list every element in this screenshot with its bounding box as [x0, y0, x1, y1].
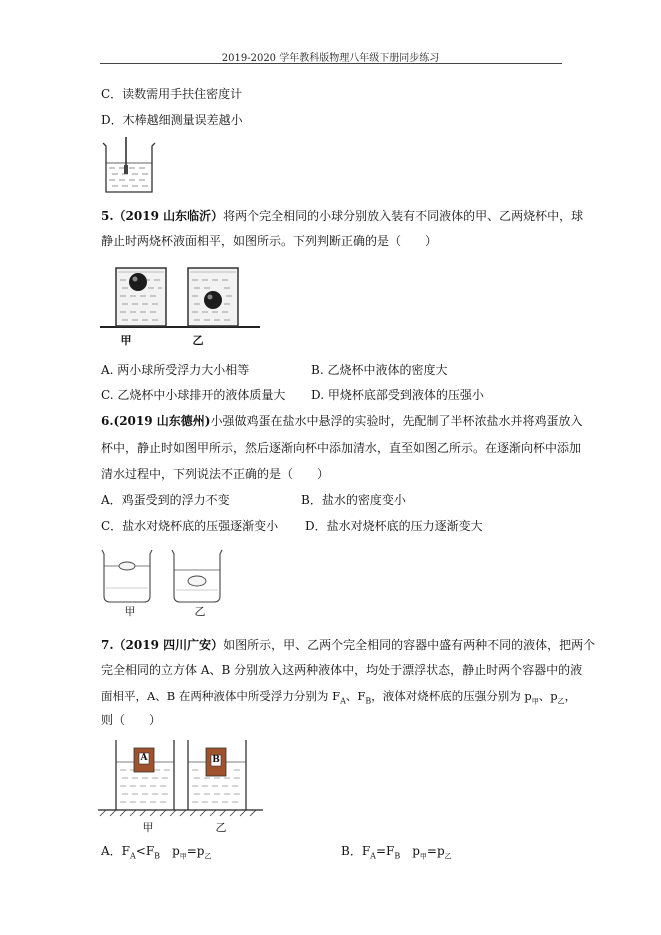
q5-number: 5. — [101, 209, 114, 223]
q7-option-a-8: 乙 — [204, 852, 212, 861]
q6-option-c: C．盐水对烧杯底的压强逐渐变小 — [101, 519, 279, 533]
q6-option-d: D．盐水对烧杯底的压力逐渐变大 — [305, 519, 483, 533]
q5-line-1 — [101, 208, 583, 224]
q7-option-b-5: p — [400, 844, 420, 858]
q6-label-right: 乙 — [194, 605, 206, 618]
header-rule — [100, 63, 562, 64]
q7-stem-3d: 、F — [345, 689, 366, 703]
q6-option-b: B．盐水的密度变小 — [301, 493, 406, 507]
q7-option-b-3: =F — [375, 844, 395, 858]
q7-option-a — [101, 843, 212, 864]
q7-stem-1: 如图所示，甲、乙两个完全相同的容器中盛有两种不同的液体，把两个 — [223, 638, 596, 652]
q7-option-b-2: A — [370, 851, 376, 861]
q6-egg-cups-figure — [100, 546, 230, 606]
q6-label-left: 甲 — [124, 605, 136, 618]
q5-option-b: B. 乙烧杯中液体的密度大 — [311, 363, 448, 377]
q6-option-a: A．鸡蛋受到的浮力不变 — [101, 493, 230, 507]
q6-stem-2: 杯中，静止时如图甲所示，然后逐渐向杯中添加清水，直至如图乙所示。在逐渐向杯中添加 — [101, 441, 582, 455]
q7-label-left: 甲 — [142, 821, 154, 834]
q6-egg-left — [119, 562, 135, 570]
q5-stem-1: 将两个完全相同的小球分别放入装有不同液体的甲、乙两烧杯中，球 — [223, 209, 584, 223]
q7-option-a-7: =p — [186, 844, 205, 858]
page-header: 2019-2020 学年教科版物理八年级下册同步练习 — [221, 53, 440, 64]
q6-stem-1: 小强做鸡蛋在盐水中悬浮的实验时，先配制了半杯浓盐水并将鸡蛋放入 — [210, 414, 583, 428]
q7-line-1 — [101, 637, 595, 653]
q7-option-a-6: 甲 — [179, 852, 187, 861]
q5-label-right: 乙 — [192, 334, 204, 347]
q7-stem-3f: ，液体对烧杯底的压强分别为 p — [371, 689, 532, 703]
q7-option-b-1: B．F — [341, 844, 371, 858]
q7-label-right: 乙 — [215, 821, 227, 834]
q7-option-b-6: 甲 — [419, 852, 427, 861]
q7-stem-3h: 、p — [538, 689, 558, 703]
q7-option-a-5: p — [160, 844, 180, 858]
q6-egg-right — [188, 576, 206, 586]
q7-source: （2019 四川广安） — [113, 638, 224, 652]
q7-option-a-1: A．F — [101, 844, 130, 858]
q5-ball-right — [204, 291, 222, 309]
q5-stem-2: 静止时两烧杯液面相平，如图所示。下列判断正确的是（ ） — [101, 234, 438, 248]
q7-stem-3e: B — [365, 696, 372, 706]
q6-line-1 — [101, 413, 582, 429]
q7-stem-2: 完全相同的立方体 A、B 分别放入这两种液体中，均处于漂浮状态，静止时两个容器中的液 — [101, 663, 583, 677]
q5-source: （2019 山东临沂） — [113, 209, 224, 223]
q6-number: 6. — [101, 414, 114, 428]
q7-option-b-7: =p — [426, 844, 445, 858]
q7-option-a-4: B — [154, 851, 161, 861]
q5-option-a: A. 两小球所受浮力大小相等 — [101, 363, 250, 377]
q7-stem-4: 则（ ） — [101, 713, 162, 727]
q5-option-d: D. 甲烧杯底部受到液体的压强小 — [311, 388, 484, 402]
q5-ball-left — [129, 273, 147, 291]
densimeter-beaker-figure — [100, 137, 160, 197]
q7-option-a-2: A — [130, 851, 136, 861]
q7-block-b-label: B — [212, 755, 220, 765]
q7-stem-3 — [101, 688, 576, 709]
q6-stem-3: 清水过程中，下列说法不正确的是（ ） — [101, 467, 330, 481]
q6-source: (2019 山东德州) — [113, 414, 211, 428]
q7-stem-3g: 甲 — [531, 697, 539, 706]
q5-option-c: C. 乙烧杯中小球排开的液体质量大 — [101, 388, 286, 402]
prev-option-d: D．木棒越细测量误差越小 — [101, 113, 243, 127]
q7-containers-figure — [98, 738, 263, 818]
prev-option-c: C．读数需用手扶住密度计 — [101, 87, 243, 101]
q7-option-a-3: <F — [135, 844, 155, 858]
q7-stem-3a: 面相平，A、B 在两种液体中所受浮力分别为 — [101, 689, 333, 703]
q7-stem-3i: 乙 — [557, 697, 565, 706]
q7-block-a-label: A — [140, 753, 148, 763]
q7-option-b — [341, 843, 452, 864]
q7-stem-3j: ， — [564, 689, 577, 703]
q7-option-b-4: B — [394, 851, 401, 861]
q7-stem-3c: A — [340, 696, 346, 706]
q7-number: 7. — [101, 638, 114, 652]
q7-stem-3b: F — [332, 689, 341, 703]
q5-beakers-figure — [100, 262, 260, 332]
q5-label-left: 甲 — [120, 334, 132, 347]
q7-option-b-8: 乙 — [444, 852, 452, 861]
